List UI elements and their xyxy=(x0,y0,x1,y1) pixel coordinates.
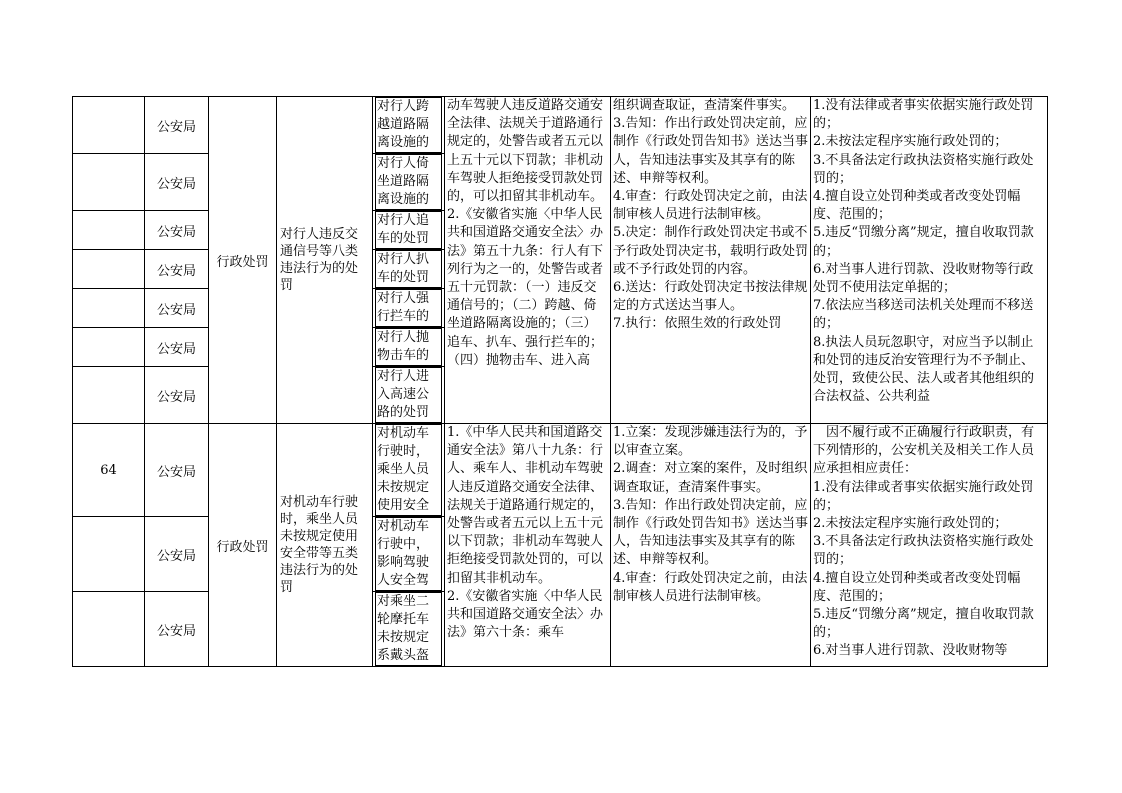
department-cell: 公安局 xyxy=(145,328,209,367)
department-cell: 公安局 xyxy=(145,367,209,424)
sub-item-cell: 对乘坐二轮摩托车未按规定系戴头盔 xyxy=(373,592,445,667)
department-cell: 公安局 xyxy=(145,517,209,592)
sub-item-cell: 对行人进入高速公路的处罚 xyxy=(373,367,445,424)
liability-cell: 1.没有法律或者事实依据实施行政处罚的； 2.未按法定程序实施行政处罚的； 3.不具备法定行政执法资格实施行政处罚的； 4.擅自设立处罚种类或者改变处罚幅度、范围的； 5.违反“罚缴分离”规定，擅自收取罚款的； 6.对当事人进行罚款、没收财物等行政处罚不使用法定单据的； 7.依法应当移送司法机关处理而不移送的； 8.执法人员玩忽职守，对应当予以制止和处罚的违反治安管理行为不予制止、处罚，致使公民、法人或者其他组织的合法权益、公共利益 xyxy=(811,97,1048,424)
sub-item-cell: 对行人追车的处罚 xyxy=(373,211,445,250)
liability-cell: 因不履行或不正确履行行政职责，有下列情形的，公安机关及相关工作人员应承担相应责任： 1.没有法律或者事实依据实施行政处罚的； 2.未按法定程序实施行政处罚的； 3.不具备法定行政执法资格实施行政处罚的； 4.擅自设立处罚种类或者改变处罚幅度、范围的； 5.违反“罚缴分离”规定，擅自收取罚款的； 6.对当事人进行罚款、没收财物等 xyxy=(811,424,1048,667)
category-cell: 行政处罚 xyxy=(209,97,277,424)
sub-item-cell: 对行人跨越道路隔离设施的 xyxy=(373,97,445,154)
department-cell: 公安局 xyxy=(145,211,209,250)
basis-cell: 动车驾驶人违反道路交通安全法律、法规关于道路通行规定的，处警告或者五元以上五十元以下罚款；非机动车驾驶人拒绝接受罚款处罚的，可以扣留其非机动车。 2.《安徽省实施〈中华人民共和国道路交通安全法〉办法》第五十九条：行人有下列行为之一的，处警告或者五十元罚款：（一）违反交通信号的；（二）跨越、倚坐道路隔离设施的；（三）追车、扒车、强行拦车的；（四）抛物击车、进入高 xyxy=(445,97,611,424)
basis-cell: 1.《中华人民共和国道路交通安全法》第八十九条：行人、乘车人、非机动车驾驶人违反道路交通安全法律、法规关于道路通行规定的，处警告或者五元以上五十元以下罚款；非机动车驾驶人拒绝接受罚款处罚的，可以扣留其非机动车。 2.《安徽省实施〈中华人民共和国道路交通安全法〉办法》第六十条：乘车 xyxy=(445,424,611,667)
department-cell: 公安局 xyxy=(145,424,209,517)
category-cell: 行政处罚 xyxy=(209,424,277,667)
department-cell: 公安局 xyxy=(145,97,209,154)
sub-item-cell: 对机动车行驶中，影响驾驶人安全驾 xyxy=(373,517,445,592)
sub-item-cell: 对机动车行驶时，乘坐人员未按规定使用安全 xyxy=(373,424,445,517)
department-cell: 公安局 xyxy=(145,154,209,211)
process-cell: 1.立案：发现涉嫌违法行为的，予以审查立案。 2.调查：对立案的案件，及时组织调查取证，查清案件事实。 3.告知：作出行政处罚决定前，应制作《行政处罚告知书》送达当事人，告知违法事实及其享有的陈述、申辩等权利。 4.审查：行政处罚决定之前，由法制审核人员进行法制审核。 xyxy=(611,424,811,667)
row-number xyxy=(73,97,145,154)
title-cell: 对机动车行驶时，乘坐人员未按规定使用安全带等五类违法行为的处罚 xyxy=(277,424,373,667)
sub-item-cell: 对行人扒车的处罚 xyxy=(373,250,445,289)
process-cell: 组织调查取证，查清案件事实。 3.告知：作出行政处罚决定前，应制作《行政处罚告知书》送达当事人，告知违法事实及其享有的陈述、申辩等权利。 4.审查：行政处罚决定之前，由法制审核人员进行法制审核。 5.决定：制作行政处罚决定书或不予行政处罚决定书，载明行政处罚或不予行政处罚的内容。 6.送达：行政处罚决定书按法律规定的方式送达当事人。 7.执行：依照生效的行政处罚 xyxy=(611,97,811,424)
sub-item-cell: 对行人倚坐道路隔离设施的 xyxy=(373,154,445,211)
responsibility-table xyxy=(72,96,1048,667)
department-cell: 公安局 xyxy=(145,250,209,289)
department-cell: 公安局 xyxy=(145,592,209,667)
table-row xyxy=(73,97,1048,154)
row-number: 64 xyxy=(73,424,145,517)
department-cell: 公安局 xyxy=(145,289,209,328)
document-page xyxy=(72,96,1047,663)
sub-item-cell: 对行人抛物击车的 xyxy=(373,328,445,367)
title-cell: 对行人违反交通信号等八类违法行为的处罚 xyxy=(277,97,373,424)
sub-item-cell: 对行人强行拦车的 xyxy=(373,289,445,328)
table-row xyxy=(73,424,1048,517)
